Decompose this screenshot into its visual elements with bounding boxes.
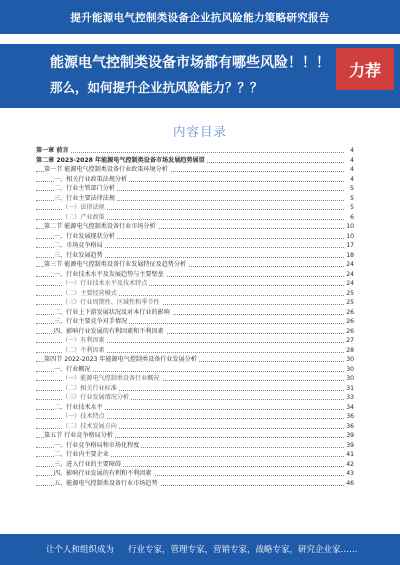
toc-entry[interactable] — [36, 298, 354, 308]
toc-entry-text: 五、能源电气控制类设备行业市场趋势 — [54, 479, 158, 487]
toc-entry-page: 24 — [346, 280, 354, 287]
toc-entry-page: 39 — [346, 441, 354, 449]
toc-entry[interactable] — [36, 279, 354, 289]
toc-entry-page: 18 — [346, 251, 354, 259]
toc-entry-page: 36 — [346, 422, 354, 430]
toc-entry-text: （二）技术发展方向 — [62, 422, 117, 430]
toc-entry-text: 第三节 能源电气控制类设备行业发展特征及趋势分析 — [44, 261, 187, 268]
toc-entry[interactable] — [36, 346, 354, 356]
toc-entry[interactable] — [36, 270, 354, 280]
toc-entry-text: 三、行业主要法律法规 — [54, 194, 115, 202]
toc-entry[interactable] — [36, 194, 354, 204]
toc-entry-text: 二、行业技术水平 — [54, 403, 103, 411]
banner-headline: 能源电气控制类设备市场都有哪些风险！！！ — [50, 55, 330, 71]
footer-expert-list: 行业专家，管理专家，营销专家，战略专家，研究企业家…… — [128, 545, 358, 555]
toc-entry[interactable] — [36, 146, 354, 156]
toc-entry-page: 26 — [346, 318, 354, 325]
toc-entry[interactable] — [36, 222, 354, 232]
toc-heading: 内容目录 — [172, 124, 227, 139]
toc-entry-text: （一）技术特点 — [62, 413, 105, 420]
toc-entry-page: 33 — [346, 394, 354, 401]
toc-entry[interactable] — [36, 289, 354, 299]
toc-entry-text: 第五节 行业竞争格局分析 — [44, 432, 113, 439]
toc-entry-text: （二）不利因素 — [62, 346, 105, 354]
toc-entry-text: （一）能源电气控制类设备行业概况 — [62, 375, 160, 382]
toc-entry-page: 4 — [350, 166, 354, 173]
footer-bar — [0, 534, 400, 565]
toc-entry-text: （三）行业周期性、区域性和季节性 — [62, 299, 160, 306]
toc-entry[interactable] — [36, 450, 354, 460]
toc-entry-page: 30 — [346, 365, 354, 373]
toc-entry-page: 25 — [346, 299, 354, 306]
toc-entry-text: 第一章 前言 — [36, 147, 69, 154]
toc-entry[interactable] — [36, 165, 354, 175]
toc-entry-text: 第二节 能源电气控制类设备行业市场分析 — [44, 223, 156, 230]
toc-entry-text: （二）产业政策 — [62, 213, 105, 221]
toc-entry-page: 30 — [346, 356, 354, 363]
toc-entry-text: 第一节 能源电气控制类设备行业政策环境分析 — [44, 166, 168, 173]
toc-entry-page: 26 — [346, 327, 354, 335]
toc-entry[interactable] — [36, 441, 354, 451]
toc-entry-text: 二、行业主管部门分析 — [54, 185, 115, 192]
toc-entry-page: 5 — [350, 185, 354, 192]
toc-entry[interactable] — [36, 260, 354, 270]
footer-slogan: 让个人和组织成为 — [46, 545, 115, 555]
toc-entry-text: 第四节 2022-2023 年能源电气控制类设备行业发展分析 — [44, 356, 197, 363]
toc-entry[interactable] — [36, 355, 354, 365]
toc-entry-text: 四、影响行业发展的有利因素和不利因素 — [54, 327, 164, 335]
toc-entry-text: 四、影响行业发展的有利和不利因素 — [54, 470, 152, 477]
toc-entry-page: 27 — [346, 337, 354, 344]
toc-entry[interactable] — [36, 393, 354, 403]
toc-entry[interactable] — [36, 336, 354, 346]
recommend-badge: 力荐 — [336, 48, 394, 90]
toc-entry-text: （一）行业技术水平及技术特点 — [62, 280, 148, 287]
toc-entry[interactable] — [36, 317, 354, 327]
toc-entry-text: （一）有利因素 — [62, 337, 105, 344]
toc-entry[interactable] — [36, 422, 354, 432]
toc-entry-page: 26 — [346, 308, 354, 316]
toc-entry-page: 5 — [350, 204, 354, 211]
top-header-bar — [0, 0, 400, 34]
toc-entry-page: 24 — [346, 261, 354, 268]
toc-entry[interactable] — [36, 460, 354, 470]
toc-entry-page: 41 — [346, 451, 354, 458]
toc-entry-text: 三、行业发展趋势 — [54, 251, 103, 259]
toc-entry-page: 30 — [346, 375, 354, 382]
toc-entry-page: 17 — [346, 242, 354, 249]
toc-entry-page: 46 — [346, 479, 354, 487]
toc-entry-page: 4 — [350, 156, 354, 164]
toc-entry-text: 第二章 2023-2028 年能源电气控制类设备市场发展趋势展望 — [36, 156, 205, 164]
toc-leader-dots — [36, 152, 344, 153]
banner-subheadline: 那么，如何提升企业抗风险能力？？？ — [50, 80, 263, 95]
toc-entry[interactable] — [36, 327, 354, 337]
toc-entry[interactable] — [36, 374, 354, 384]
toc-entry-page: 34 — [346, 403, 354, 411]
toc-entry-text: （三）行业发展情况分析 — [62, 394, 130, 401]
toc-entry[interactable] — [36, 156, 354, 166]
table-of-contents — [36, 146, 354, 488]
toc-entry[interactable] — [36, 469, 354, 479]
toc-entry-text: 三、进入行业的主要障碍 — [54, 460, 122, 468]
toc-entry-page: 6 — [350, 213, 354, 221]
toc-entry[interactable] — [36, 184, 354, 194]
toc-entry[interactable] — [36, 479, 354, 489]
toc-entry-text: 三、行业主要竞争对手情况 — [54, 318, 128, 325]
toc-entry-page: 31 — [346, 384, 354, 392]
toc-entry-page: 24 — [346, 270, 354, 278]
toc-entry-page: 4 — [350, 175, 354, 183]
toc-entry-text: 二、行业上下游发展状况及对本行业的影响 — [54, 308, 170, 316]
toc-entry-page: 4 — [350, 147, 354, 154]
toc-entry-page: 5 — [350, 194, 354, 202]
toc-entry-page: 25 — [346, 289, 354, 297]
toc-entry[interactable] — [36, 403, 354, 413]
toc-entry-text: 一、相关行业政策法规分析 — [54, 175, 128, 183]
toc-entry-page: 39 — [346, 432, 354, 439]
toc-entry-text: 一、行业竞争格局和市场化程度 — [54, 441, 140, 449]
toc-entry-page: 28 — [346, 346, 354, 354]
toc-entry-page: 10 — [346, 223, 354, 230]
toc-entry-text: （二）相关行业标准 — [62, 384, 117, 392]
toc-entry[interactable] — [36, 232, 354, 242]
toc-entry[interactable] — [36, 213, 354, 223]
toc-entry-page: 42 — [346, 460, 354, 468]
toc-entry-text: （二）主要经营模式 — [62, 289, 117, 297]
toc-entry[interactable] — [36, 175, 354, 185]
toc-entry[interactable] — [36, 412, 354, 422]
toc-entry-page: 10 — [346, 232, 354, 240]
toc-entry-text: 二、行业内主要企业 — [54, 451, 109, 458]
toc-entry[interactable] — [36, 308, 354, 318]
toc-entry-text: 一、行业技术水平及发展趋势与主要壁垒 — [54, 270, 164, 278]
toc-entry-text: 二、市场竞争格局 — [54, 242, 103, 249]
toc-entry-page: 36 — [346, 413, 354, 420]
toc-entry-page: 43 — [346, 470, 354, 477]
report-title: 提升能源电气控制类设备企业抗风险能力策略研究报告 — [70, 12, 330, 24]
toc-entry[interactable] — [36, 241, 354, 251]
toc-entry[interactable] — [36, 203, 354, 213]
toc-entry-text: 一、行业发展现状分析 — [54, 232, 115, 240]
toc-entry-text: （一）法律法规 — [62, 204, 105, 211]
toc-entry-text: 一、行业概况 — [54, 365, 91, 373]
toc-entry[interactable] — [36, 365, 354, 375]
toc-entry[interactable] — [36, 384, 354, 394]
toc-entry[interactable] — [36, 251, 354, 261]
toc-entry[interactable] — [36, 431, 354, 441]
